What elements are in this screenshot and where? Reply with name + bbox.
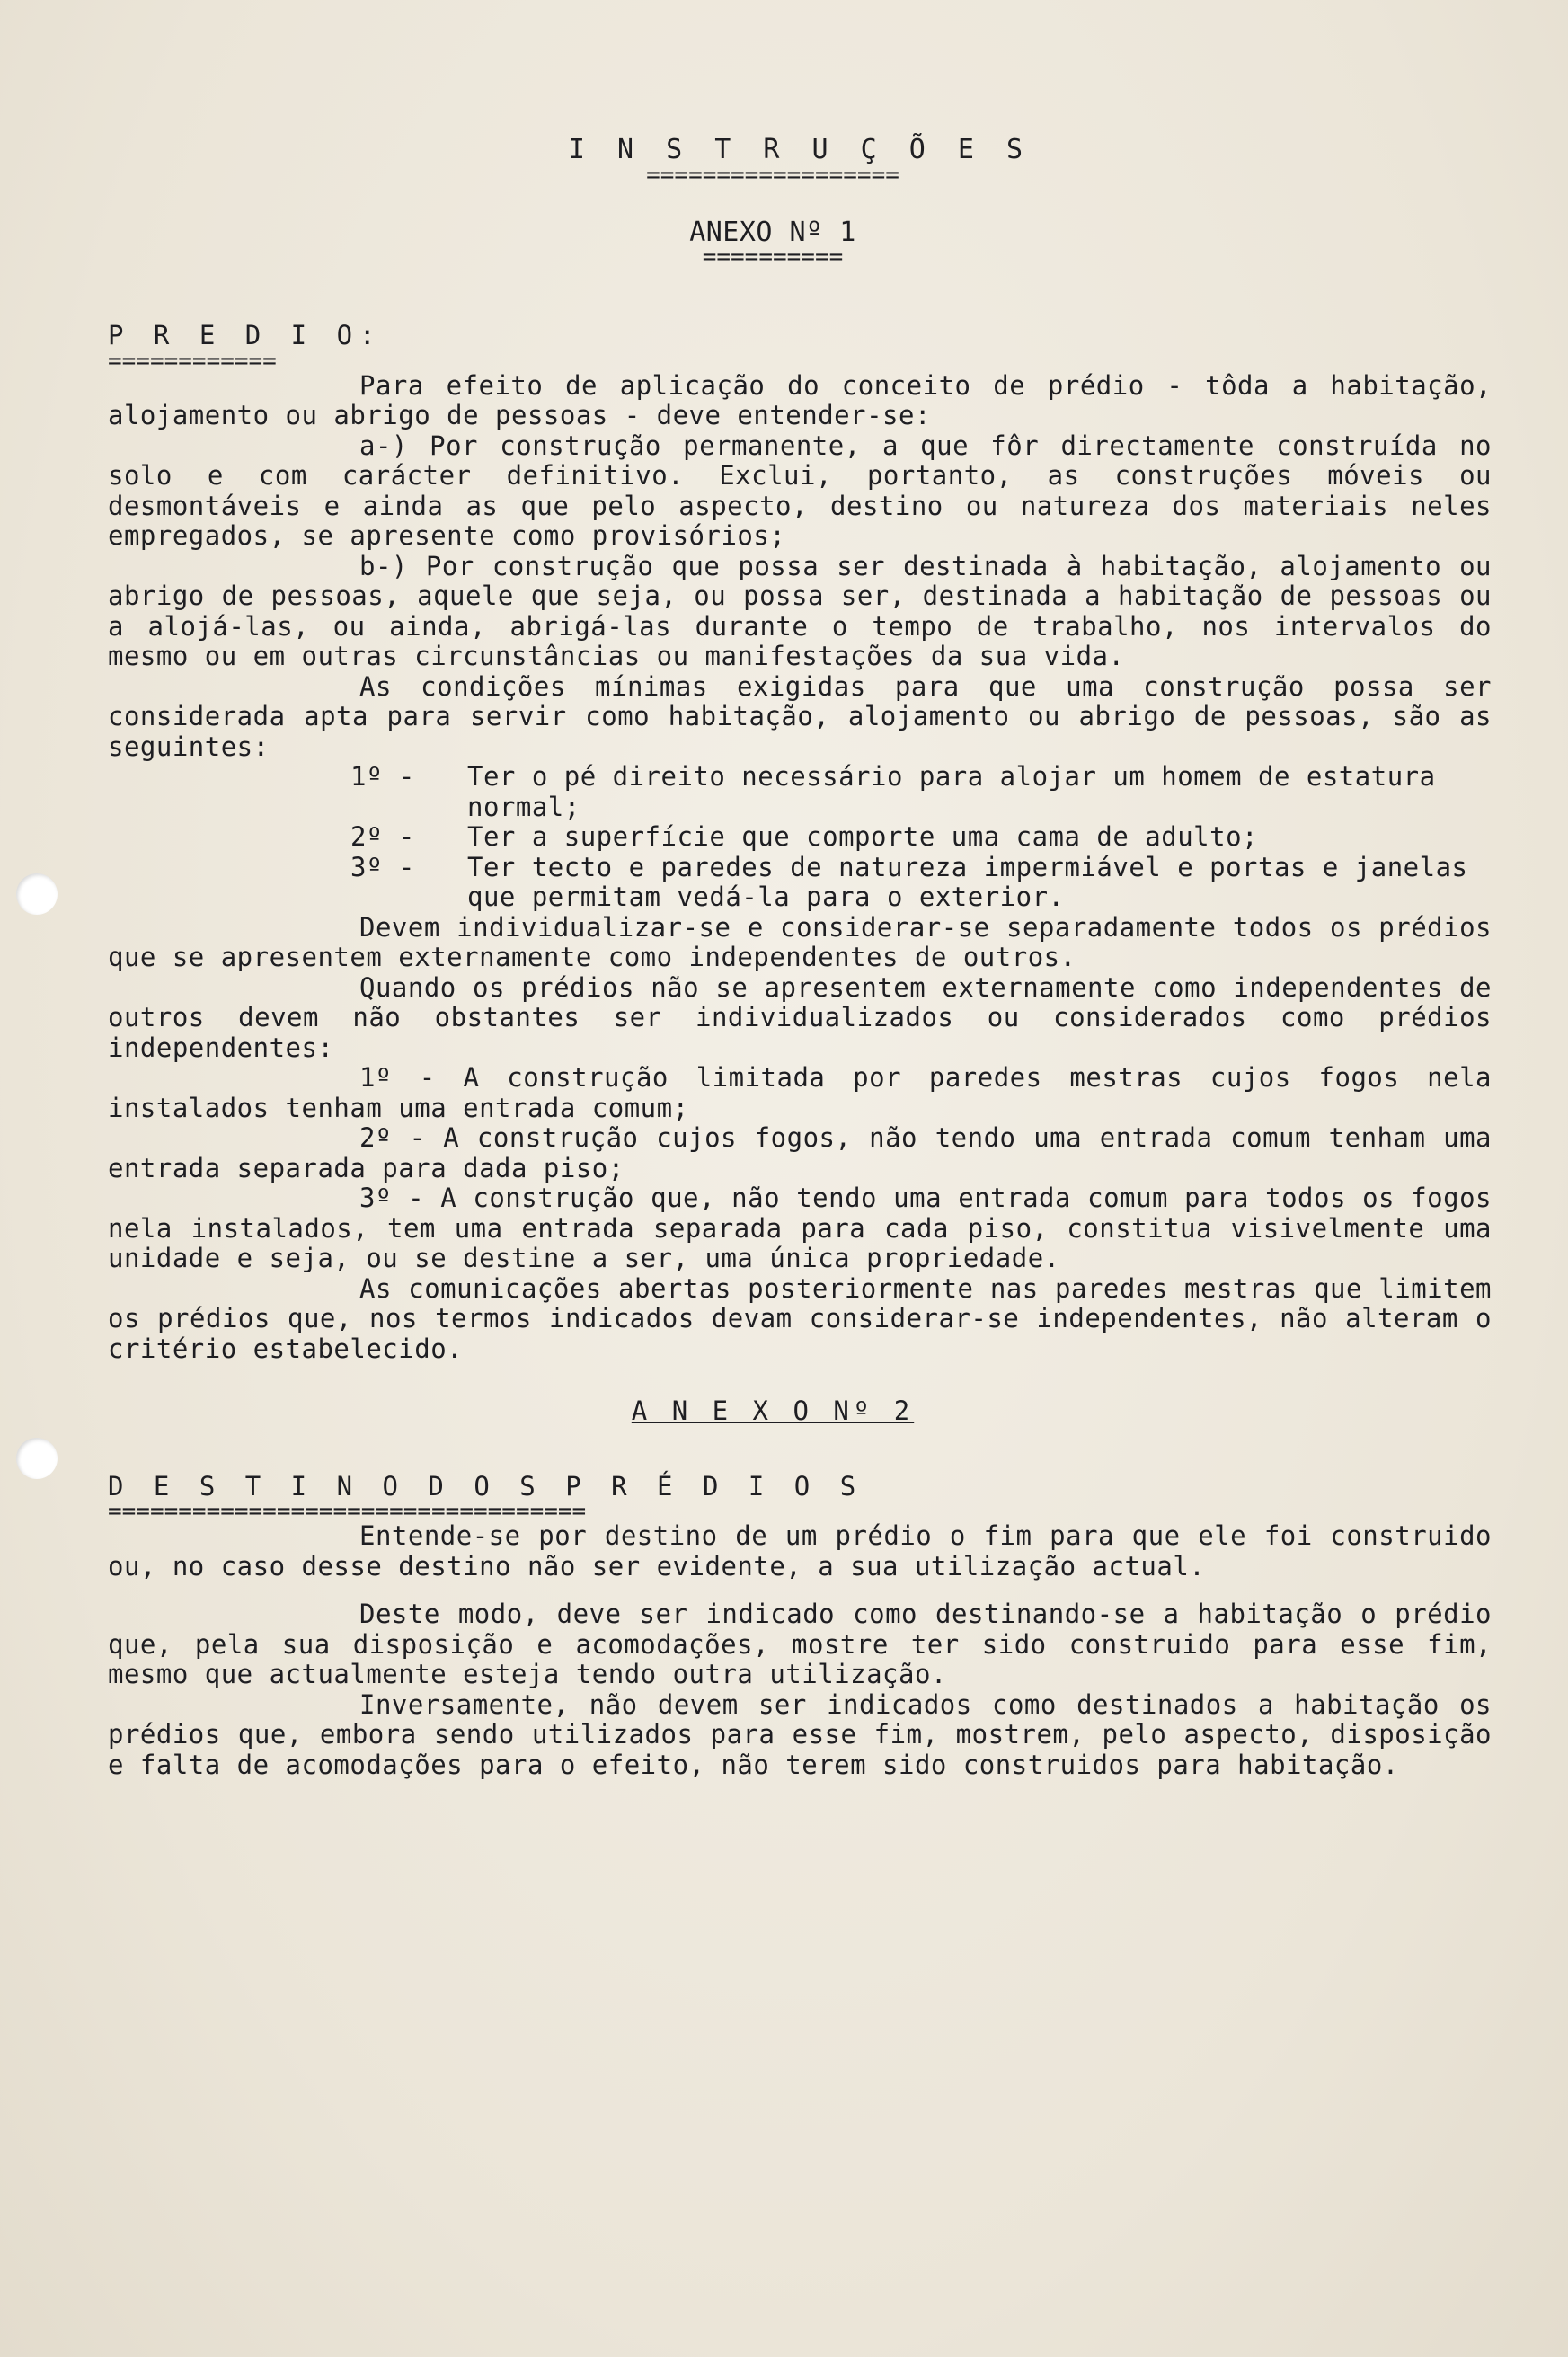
paragraph: Deste modo, deve ser indicado como destinando-se a habitação o prédio que, pela sua disposição e acomodações, mostre ter sido construido para esse fim, mesmo que actualmente esteja tendo outra utilização. (108, 1599, 1492, 1689)
annex-1-label: ANEXO Nº 1 (689, 216, 856, 248)
section-destino-heading: D E S T I N O D O S P R É D I O S (108, 1470, 864, 1502)
condition-item (108, 822, 1492, 853)
paragraph: Quando os prédios não se apresentem externamente como independentes de outros devem não obstantes ser individualizados ou considerados como prédios independentes: (108, 971, 1492, 1063)
paragraph: As condições mínimas exigidas para que uma construção possa ser considerada apta para servir como habitação, alojamento ou abrigo de pessoas, são as seguintes: (108, 670, 1492, 762)
condition-number: 3º - (350, 851, 415, 882)
paragraph: b-) Por construção que possa ser destinada à habitação, alojamento ou abrigo de pessoas, aquele que seja, ou possa ser, destinada a habitação de pessoas ou a alojá-las, ou ainda, abrigá-las durante o tempo de trabalho, nos intervalos do mesmo ou em outras circunstâncias ou manifestações da sua vida. (108, 550, 1492, 671)
section-predio-heading: P R E D I O: (108, 320, 383, 350)
condition-number: 2º - (350, 821, 415, 852)
paragraph: 3º - A construção que, não tendo uma entrada comum para todos os fogos nela instalados, tem uma entrada separada para cada piso, constitua visivelmente uma unidade e seja, ou se destine a ser, uma única propriedade. (108, 1183, 1492, 1273)
condition-text: Ter a superfície que comporte uma cama de adulto; (467, 821, 1259, 852)
paragraph: Entende-se por destino de um prédio o fim para que ele foi construido ou, no caso desse destino não ser evidente, a sua utilização actual. (108, 1520, 1492, 1582)
annex-1-rule: ========== (702, 244, 844, 270)
punch-hole-bottom (16, 1438, 58, 1479)
condition-number: 1º - (350, 761, 415, 792)
paragraph: Inversamente, não devem ser indicados como destinados a habitação os prédios que, embora sendo utilizados para esse fim, mostrem, pelo aspecto, disposição e falta de acomodações para o efeito, não terem sido construidos para habitação. (108, 1688, 1492, 1780)
title-rule: ================== (646, 161, 899, 189)
condition-text: Ter o pé direito necessário para alojar um homem de estatura normal; (467, 761, 1436, 822)
paragraph: 1º - A construção limitada por paredes mestras cujos fogos nela instalados tenham uma entrada comum; (108, 1062, 1492, 1123)
condition-item (108, 853, 1492, 913)
paragraph: Devem individualizar-se e considerar-se separadamente todos os prédios que se apresentem externamente como independentes de outros. (108, 911, 1492, 972)
paragraph: 2º - A construção cujos fogos, não tendo uma entrada comum tenham uma entrada separada para dada piso; (108, 1122, 1492, 1183)
paragraph: As comunicações abertas posteriormente nas paredes mestras que limitem os prédios que, nos termos indicados devam considerar-se independentes, não alteram o critério estabelecido. (108, 1272, 1492, 1364)
punch-hole-top (16, 873, 58, 915)
document-body (108, 135, 1492, 1780)
document-title: I N S T R U Ç Õ E S (568, 134, 1032, 165)
condition-item (108, 762, 1492, 822)
annex-2-label: A N E X O Nº 2 (631, 1396, 915, 1426)
condition-text: Ter tecto e paredes de natureza impermiável e portas e janelas que permitam vedá-la para o exterior. (467, 851, 1468, 912)
section-predio-rule: ============ (108, 347, 277, 375)
paragraph: a-) Por construção permanente, a que fôr directamente construída no solo e com carácter definitivo. Exclui, portanto, as construções móveis ou desmontáveis e ainda as que pelo aspecto, destino ou natureza dos materiais neles empregados, se apresente como provisórios; (108, 430, 1492, 551)
paragraph: Para efeito de aplicação do conceito de prédio - tôda a habitação, alojamento ou abrigo de pessoas - deve entender-se: (108, 369, 1492, 430)
section-destino-rule: ================================== (108, 1498, 587, 1525)
